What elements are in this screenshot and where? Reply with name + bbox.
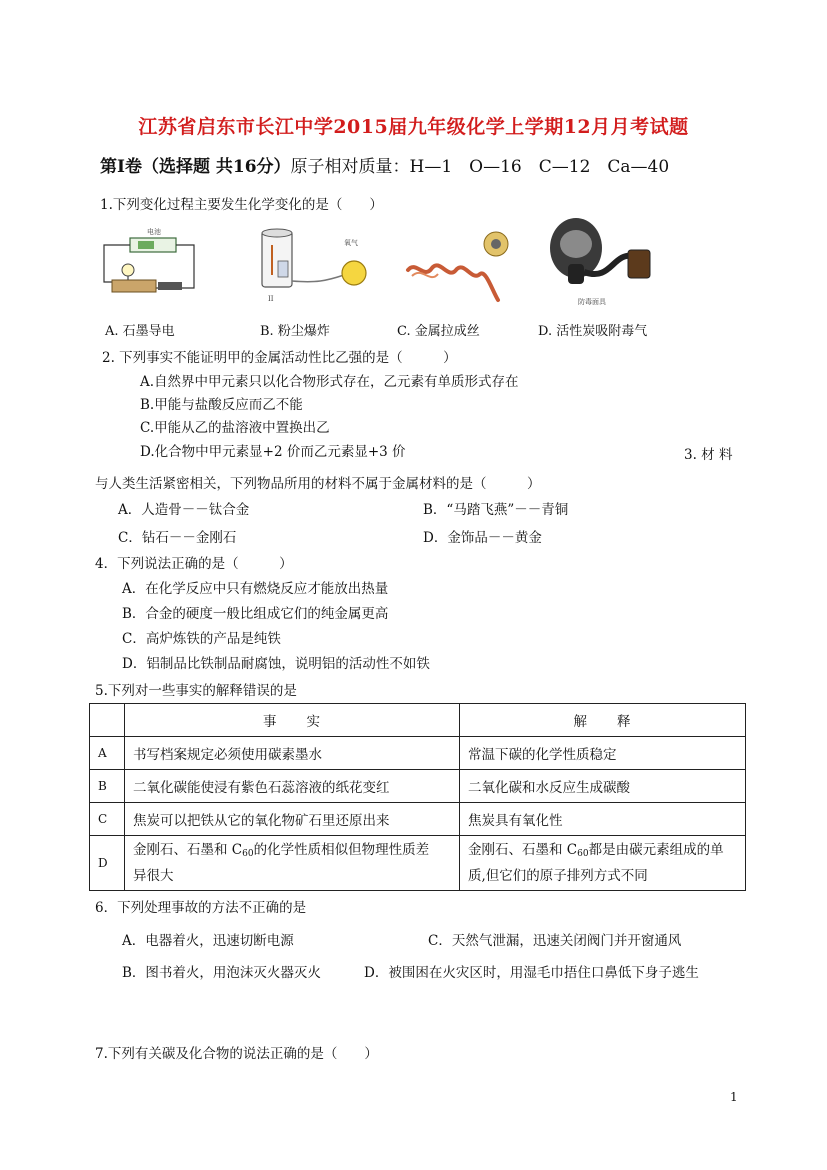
q6-option-b: B．图书着火，用泡沫灭火器灭火 [122,965,321,981]
gas-mask-figure [542,212,662,308]
q2-option-d: D.化合物中甲元素显+2 价而乙元素显+3 价 [140,444,406,460]
header-blank [90,704,125,737]
row-explanation: 二氧化碳和水反应生成碳酸 [460,770,746,803]
table-header-row [90,704,746,737]
page-title: 江苏省启东市长江中学2015届九年级化学上学期12月月考试题 [138,116,689,138]
header-explanation: 解 释 [460,704,746,737]
row-fact: 金刚石、石墨和 $C_{60}$的化学性质相似但物理性质差 异很大 [125,836,460,891]
q1-option-d: D. 活性炭吸附毒气 [538,324,648,339]
q2-option-c: C.甲能从乙的盐溶液中置换出乙 [140,420,330,436]
q3-option-d: D．金饰品－－黄金 [423,530,542,546]
battery-label: 电池 [147,228,161,236]
q1-option-c: C. 金属拉成丝 [397,324,480,339]
row-explanation: 常温下碳的化学性质稳定 [460,737,746,770]
q3-lead: 3. 材 料 [684,447,733,463]
q6-stem: 6．下列处理事故的方法不正确的是 [95,900,307,916]
page-number: 1 [730,1090,738,1104]
section-header [100,152,669,177]
q3-option-c: C．钻石－－金刚石 [118,530,237,546]
q4-option-c: C．高炉炼铁的产品是纯铁 [122,631,281,647]
metal-wire-figure [402,230,520,308]
svg-text:II: II [268,295,274,303]
dust-explosion-figure [256,225,371,305]
q6-option-a: A．电器着火，迅速切断电源 [122,933,294,949]
row-label: A [90,737,125,770]
q2-option-a: A.自然界中甲元素只以化合物形式存在，乙元素有单质形式存在 [140,374,519,390]
q1-stem: 1.下列变化过程主要发生化学变化的是（ ） [100,197,383,213]
q4-option-d: D．铝制品比铁制品耐腐蚀，说明铝的活动性不如铁 [122,656,430,672]
q7-stem: 7.下列有关碳及化合物的说法正确的是（ ） [95,1046,378,1062]
q2-option-b: B.甲能与盐酸反应而乙不能 [140,397,303,413]
atomic-masses: 原子相对质量：H—1 O—16 C—12 Ca—40 [290,157,670,177]
q2-stem: 2. 下列事实不能证明甲的金属活动性比乙强的是（ ） [102,350,457,366]
q1-option-b: B. 粉尘爆炸 [260,324,330,339]
gas-mask-label: 防毒面具 [578,298,606,306]
q5-stem: 5.下列对一些事实的解释错误的是 [95,683,297,699]
facts-table [89,703,746,891]
oxygen-label: 氧气 [344,239,358,247]
row-fact: 书写档案规定必须使用碳素墨水 [125,737,460,770]
table-row [90,770,746,803]
q6-option-d: D．被围困在火灾区时，用湿毛巾捂住口鼻低下身子逃生 [364,965,699,981]
row-label: C [90,803,125,836]
q4-option-a: A．在化学反应中只有燃烧反应才能放出热量 [122,581,389,597]
row-fact: 焦炭可以把铁从它的氧化物矿石里还原出来 [125,803,460,836]
circuit-figure [98,222,198,302]
q4-stem: 4．下列说法正确的是（ ） [95,556,293,572]
row-explanation: 焦炭具有氧化性 [460,803,746,836]
q4-option-b: B．合金的硬度一般比组成它们的纯金属更高 [122,606,389,622]
row-fact: 二氧化碳能使浸有紫色石蕊溶液的纸花变红 [125,770,460,803]
q3-option-a: A．人造骨－－钛合金 [118,502,250,518]
row-label: D [90,836,125,891]
table-row [90,737,746,770]
q6-option-c: C．天然气泄漏，迅速关闭阀门并开窗通风 [428,933,682,949]
row-label: B [90,770,125,803]
q1-option-a: A. 石墨导电 [105,324,175,339]
header-fact: 事 实 [125,704,460,737]
table-row [90,836,746,891]
row-explanation: 金刚石、石墨和 $C_{60}$都是由碳元素组成的单 质,但它们的原子排列方式不同 [460,836,746,891]
table-row [90,803,746,836]
q3-option-b: B．“马踏飞燕”－－青铜 [423,502,569,518]
section-heading: 第Ⅰ卷（选择题 共16分） [100,157,291,177]
q3-stem: 与人类生活紧密相关，下列物品所用的材料不属于金属材料的是（ ） [95,476,541,492]
